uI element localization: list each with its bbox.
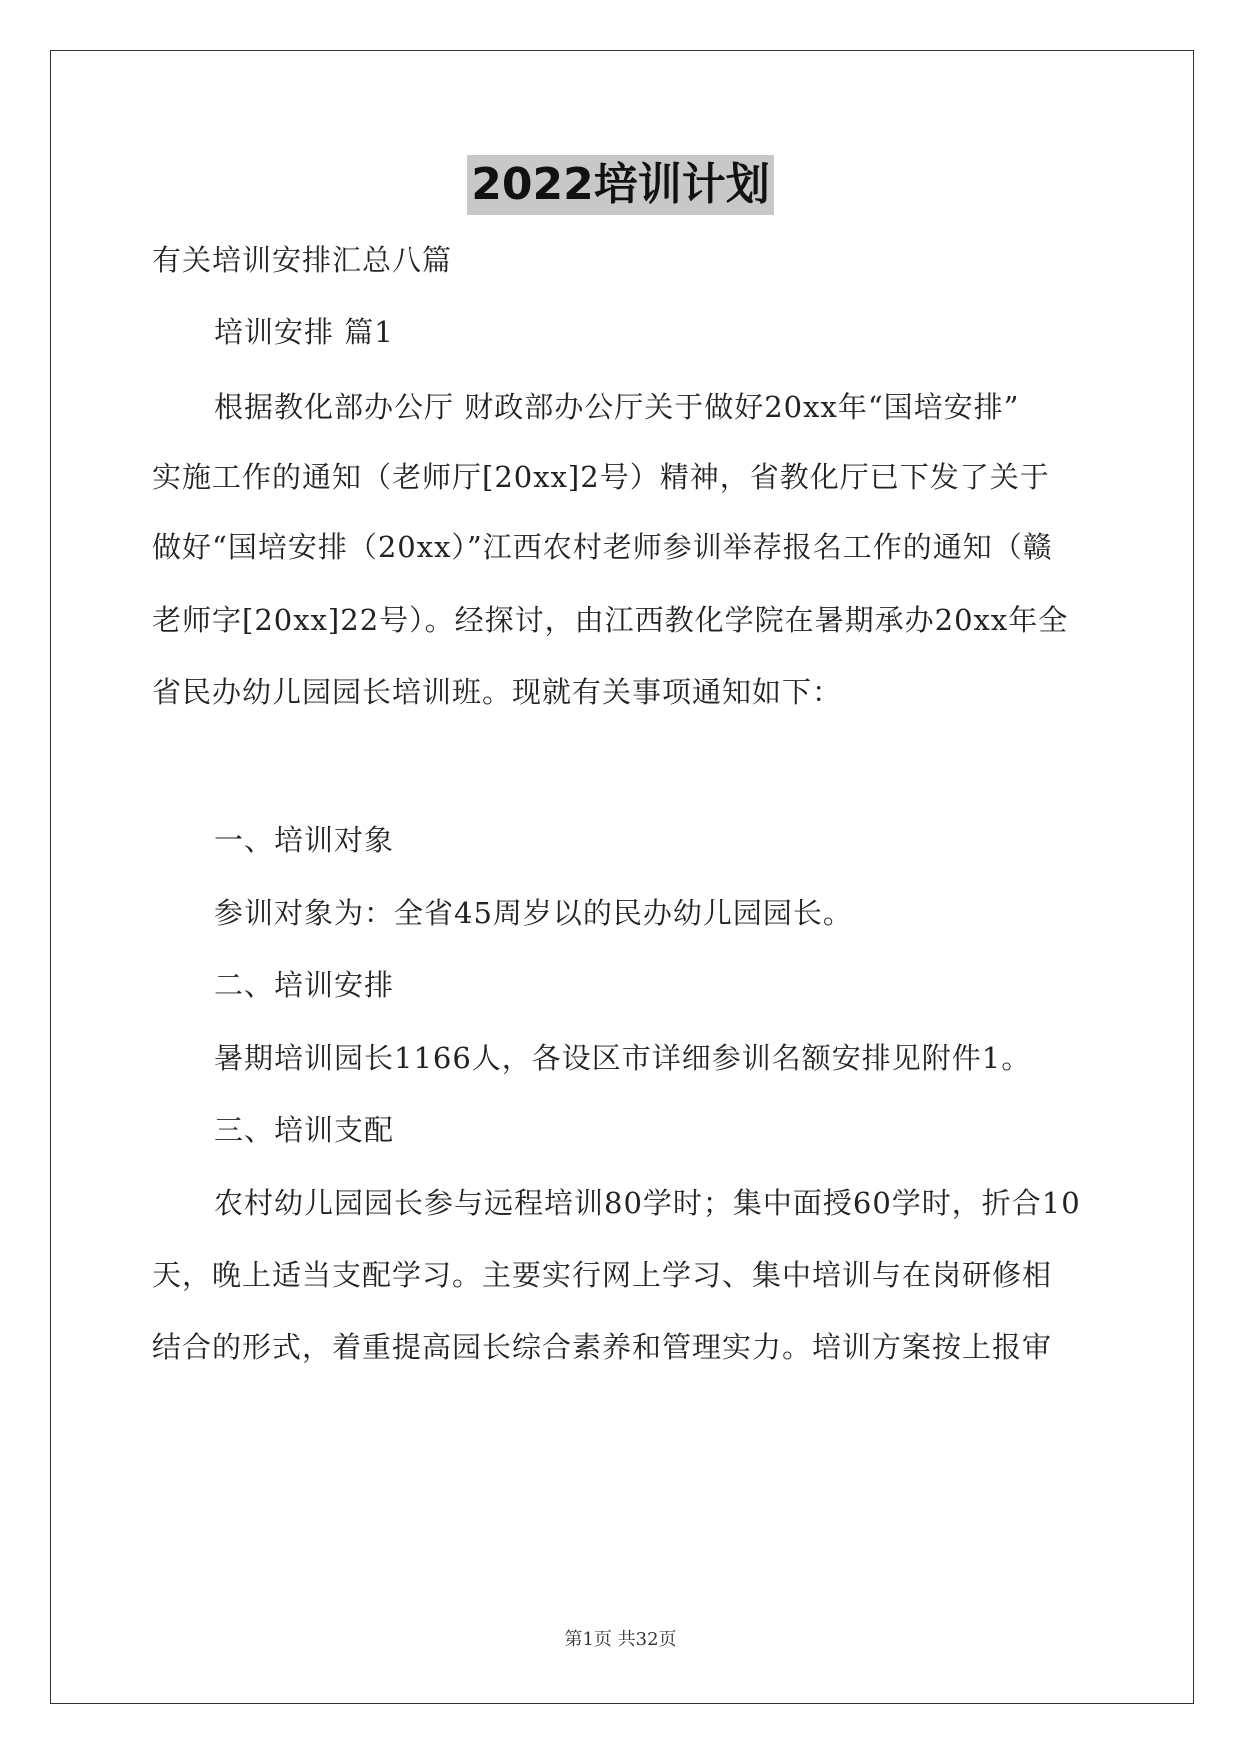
section-heading-target: 一、培训对象 [214,823,395,857]
section-heading: 培训安排 篇1 [214,315,394,349]
page-footer: 第1页 共32页 [564,1629,677,1650]
paragraph-line: 天，晚上适当支配学习。主要实行网上学习、集中培训与在岗研修相 [152,1258,1053,1292]
paragraph-line: 参训对象为：全省45周岁以的民办幼儿园园长。 [214,896,853,930]
document-subtitle: 有关培训安排汇总八篇 [152,243,453,277]
section-heading-arrangement: 二、培训安排 [214,968,395,1002]
title-container [0,155,1241,215]
section-heading-schedule: 三、培训支配 [214,1113,395,1147]
paragraph-line: 老师字[20xx]22号）。经探讨，由江西教化学院在暑期承办20xx年全 [152,603,1069,637]
paragraph-line: 实施工作的通知（老师厅[20xx]2号）精神，省教化厅已下发了关于 [152,460,1050,494]
document-title: 2022培训计划 [467,155,773,215]
page-border [50,50,1194,1704]
paragraph-line: 暑期培训园长1166人，各设区市详细参训名额安排见附件1。 [214,1041,1032,1075]
paragraph-line: 做好“国培安排（20xx）”江西农村老师参训举荐报名工作的通知（赣 [152,530,1053,564]
paragraph-line: 省民办幼儿园园长培训班。现就有关事项通知如下： [152,675,843,709]
paragraph-line: 农村幼儿园园长参与远程培训80学时；集中面授60学时，折合10 [214,1186,1081,1220]
paragraph-line: 根据教化部办公厅 财政部办公厅关于做好20xx年“国培安排” [214,390,1020,424]
paragraph-line: 结合的形式，着重提高园长综合素养和管理实力。培训方案按上报审 [152,1330,1053,1364]
